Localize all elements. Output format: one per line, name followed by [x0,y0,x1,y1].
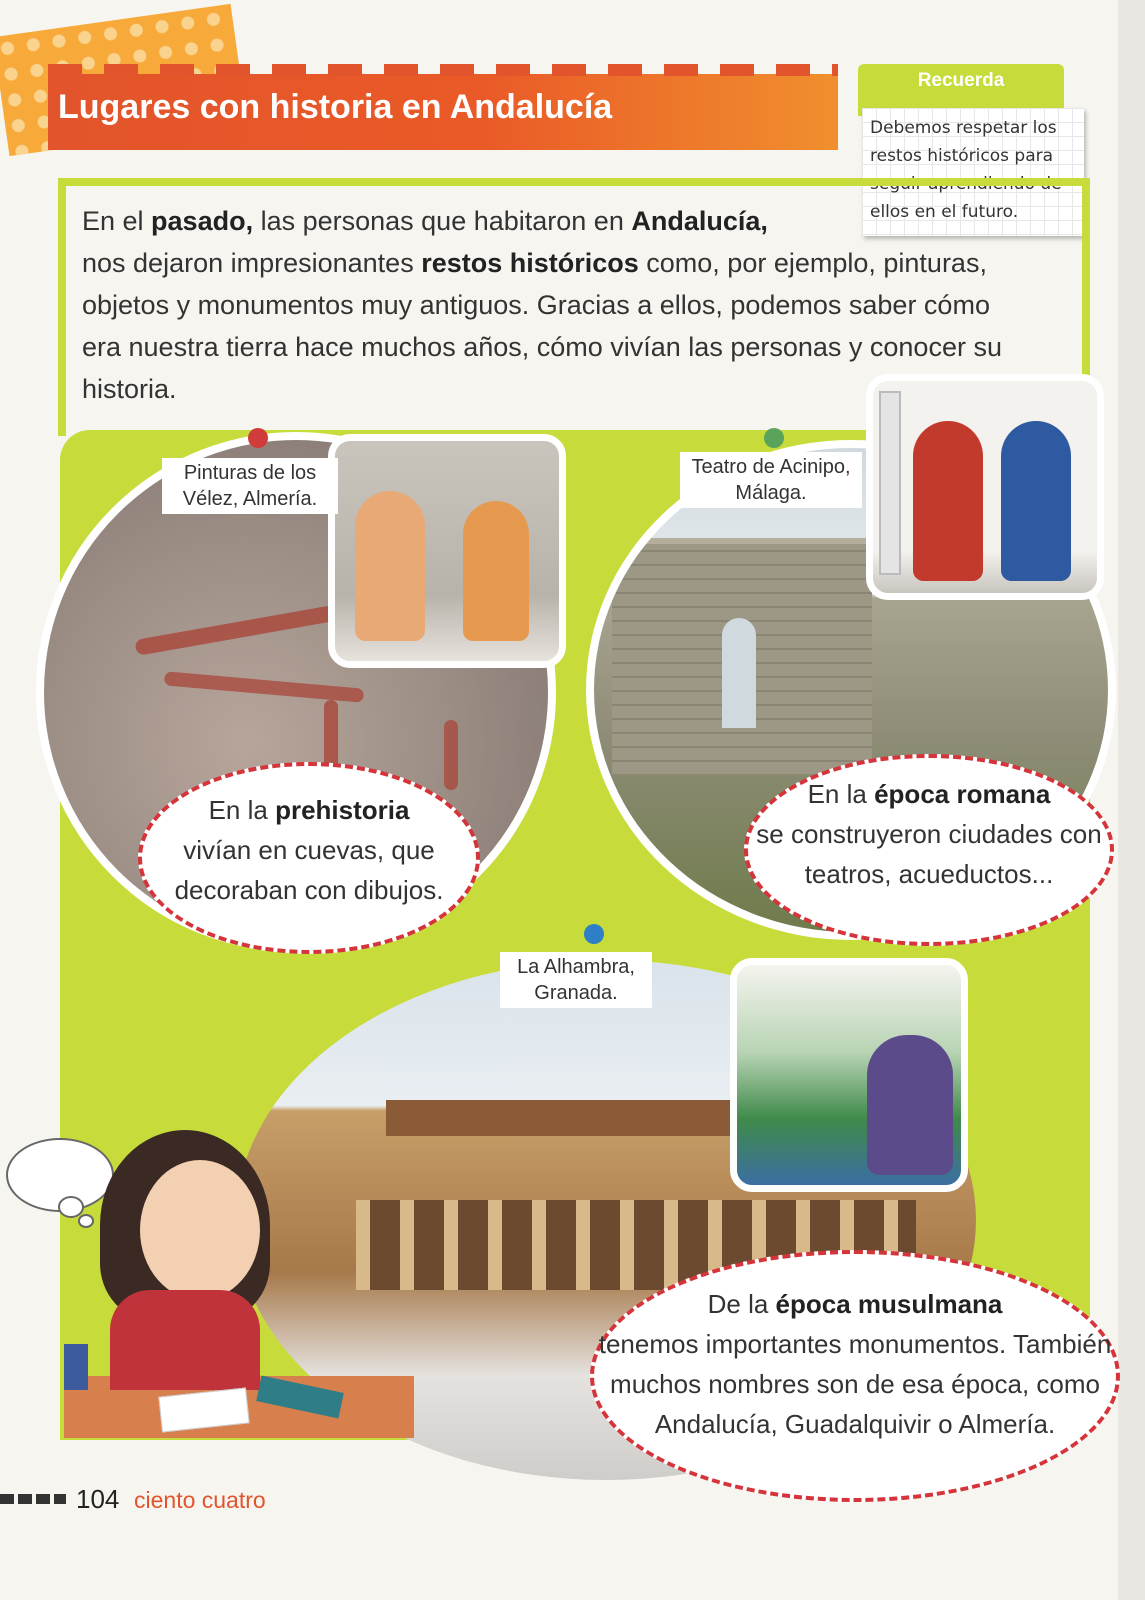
cavewoman-figure [463,501,529,641]
caveman-figure [355,491,425,641]
painting-stroke [164,671,364,702]
pin-icon [584,924,604,944]
label-velez: Pinturas de los Vélez, Almería. [162,458,338,514]
pin-icon [764,428,784,448]
muslim-era-cartoon [730,958,968,1192]
girl-body [110,1290,260,1390]
moorish-figure [867,1035,953,1175]
recuerda-note: Debemos respetar los restos históricos para seguir aprendiendo de ellos en el futuro. [862,108,1084,236]
theatre-arch [722,618,756,728]
bubble-prehistoria: En la prehistoria vivían en cuevas, que decoraban con dibujos. [138,762,480,954]
roman-woman-blue [1001,421,1071,581]
page-number: 104 [76,1484,120,1514]
page-title: Lugares con historia en Andalucía [58,88,613,126]
prehistoric-cartoon [328,434,566,668]
roman-woman-red [913,421,983,581]
page-edge [1118,0,1145,1600]
recuerda-heading: Recuerda [917,70,1005,91]
label-alhambra: La Alhambra, Granada. [500,952,652,1008]
intro-paragraph: En el pasado, las personas que habitaron en Andalucía, nos dejaron impresionantes restos históricos como, por ejemplo, pinturas, objetos y monumentos muy antiguos. Gracias a ellos, podemos saber cómo era nuestra tierra hace muchos años, cómo vivían las personas y conocer su historia. [82,206,1002,404]
column-figure [879,391,901,575]
girl-face [140,1160,260,1300]
pin-icon [248,428,268,448]
bubble-romana: En la época romana se construyeron ciudades con teatros, acueductos... [744,754,1114,946]
pencil-cup-icon [64,1344,88,1390]
bubble-musulmana: De la época musulmana tenemos importantes monumentos. También muchos nombres son de esa época, como Andalucía, Guadalquivir o Almería. [590,1250,1120,1502]
footer-stripe [0,1494,66,1504]
thought-dot-icon [78,1214,94,1228]
page-number-words: ciento cuatro [134,1487,266,1513]
label-acinipo: Teatro de Acinipo, Málaga. [680,452,862,508]
painting-stroke [444,720,458,790]
roman-cartoon [866,374,1104,600]
